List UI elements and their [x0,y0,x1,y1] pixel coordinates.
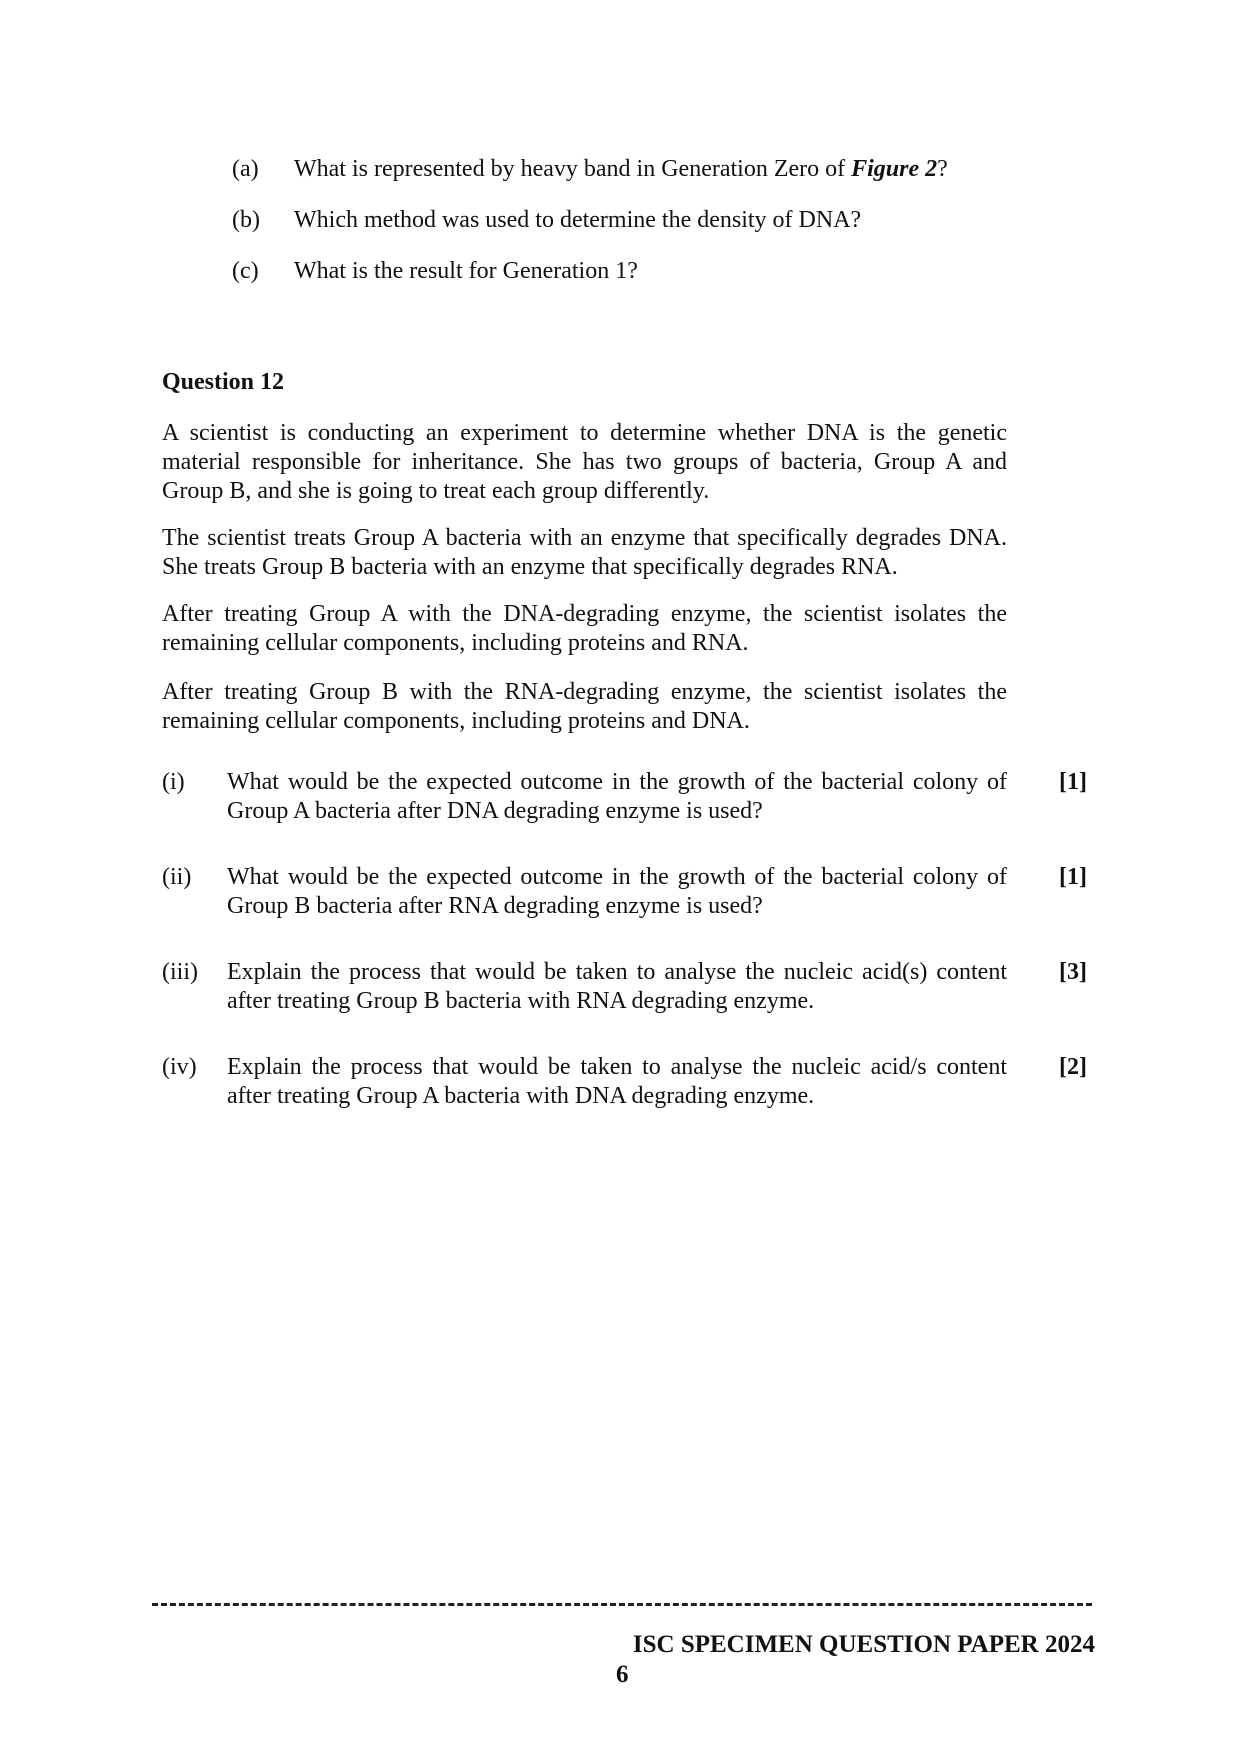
part-marks: [1] [1059,769,1087,795]
part-label: (i) [162,769,185,795]
subquestion-label: (c) [232,258,259,284]
question-paragraph: A scientist is conducting an experiment to determine whether DNA is the genetic material responsible for inheritance. She has two groups of bacteria, Group A and Group B, and she is going to treat each group differently. [162,420,1007,504]
part-label: (ii) [162,864,192,890]
subquestion-label: (a) [232,156,259,182]
question-title: Question 12 [162,369,285,395]
part-text: Explain the process that would be taken to analyse the nucleic acid/s content after treating Group A bacteria with DNA degrading enzyme. [227,1054,1007,1109]
question-paragraph: After treating Group B with the RNA-degrading enzyme, the scientist isolates the remaining cellular components, including proteins and DNA. [162,679,1007,734]
part-marks: [1] [1059,864,1087,890]
part-label: (iv) [162,1054,197,1080]
subquestion-text: What is represented by heavy band in Generation Zero of Figure 2? [294,156,948,182]
part-text: Explain the process that would be taken to analyse the nucleic acid(s) content after treating Group B bacteria with RNA degrading enzyme. [227,959,1007,1014]
footer-divider [152,1603,1092,1614]
subquestion-c [232,257,1032,286]
subquestion-label: (b) [232,207,260,233]
page-number: 6 [616,1661,629,1688]
part-text: What would be the expected outcome in the growth of the bacterial colony of Group A bacteria after DNA degrading enzyme is used? [227,769,1007,824]
question-paragraph: After treating Group A with the DNA-degrading enzyme, the scientist isolates the remaining cellular components, including proteins and RNA. [162,601,1007,656]
part-marks: [3] [1059,959,1087,985]
footer-title: ISC SPECIMEN QUESTION PAPER 2024 [632,1631,1095,1658]
subquestion-text: Which method was used to determine the density of DNA? [294,207,862,233]
question-paragraph: The scientist treats Group A bacteria with an enzyme that specifically degrades DNA. She treats Group B bacteria with an enzyme that specifically degrades RNA. [162,525,1007,580]
subquestion-text: What is the result for Generation 1? [294,258,638,284]
part-marks: [2] [1059,1054,1087,1080]
subquestion-b [232,206,1032,235]
subquestion-a [232,155,1032,184]
part-text: What would be the expected outcome in the growth of the bacterial colony of Group B bacteria after RNA degrading enzyme is used? [227,864,1007,919]
part-label: (iii) [162,959,198,985]
figure-reference: Figure 2 [851,156,938,182]
